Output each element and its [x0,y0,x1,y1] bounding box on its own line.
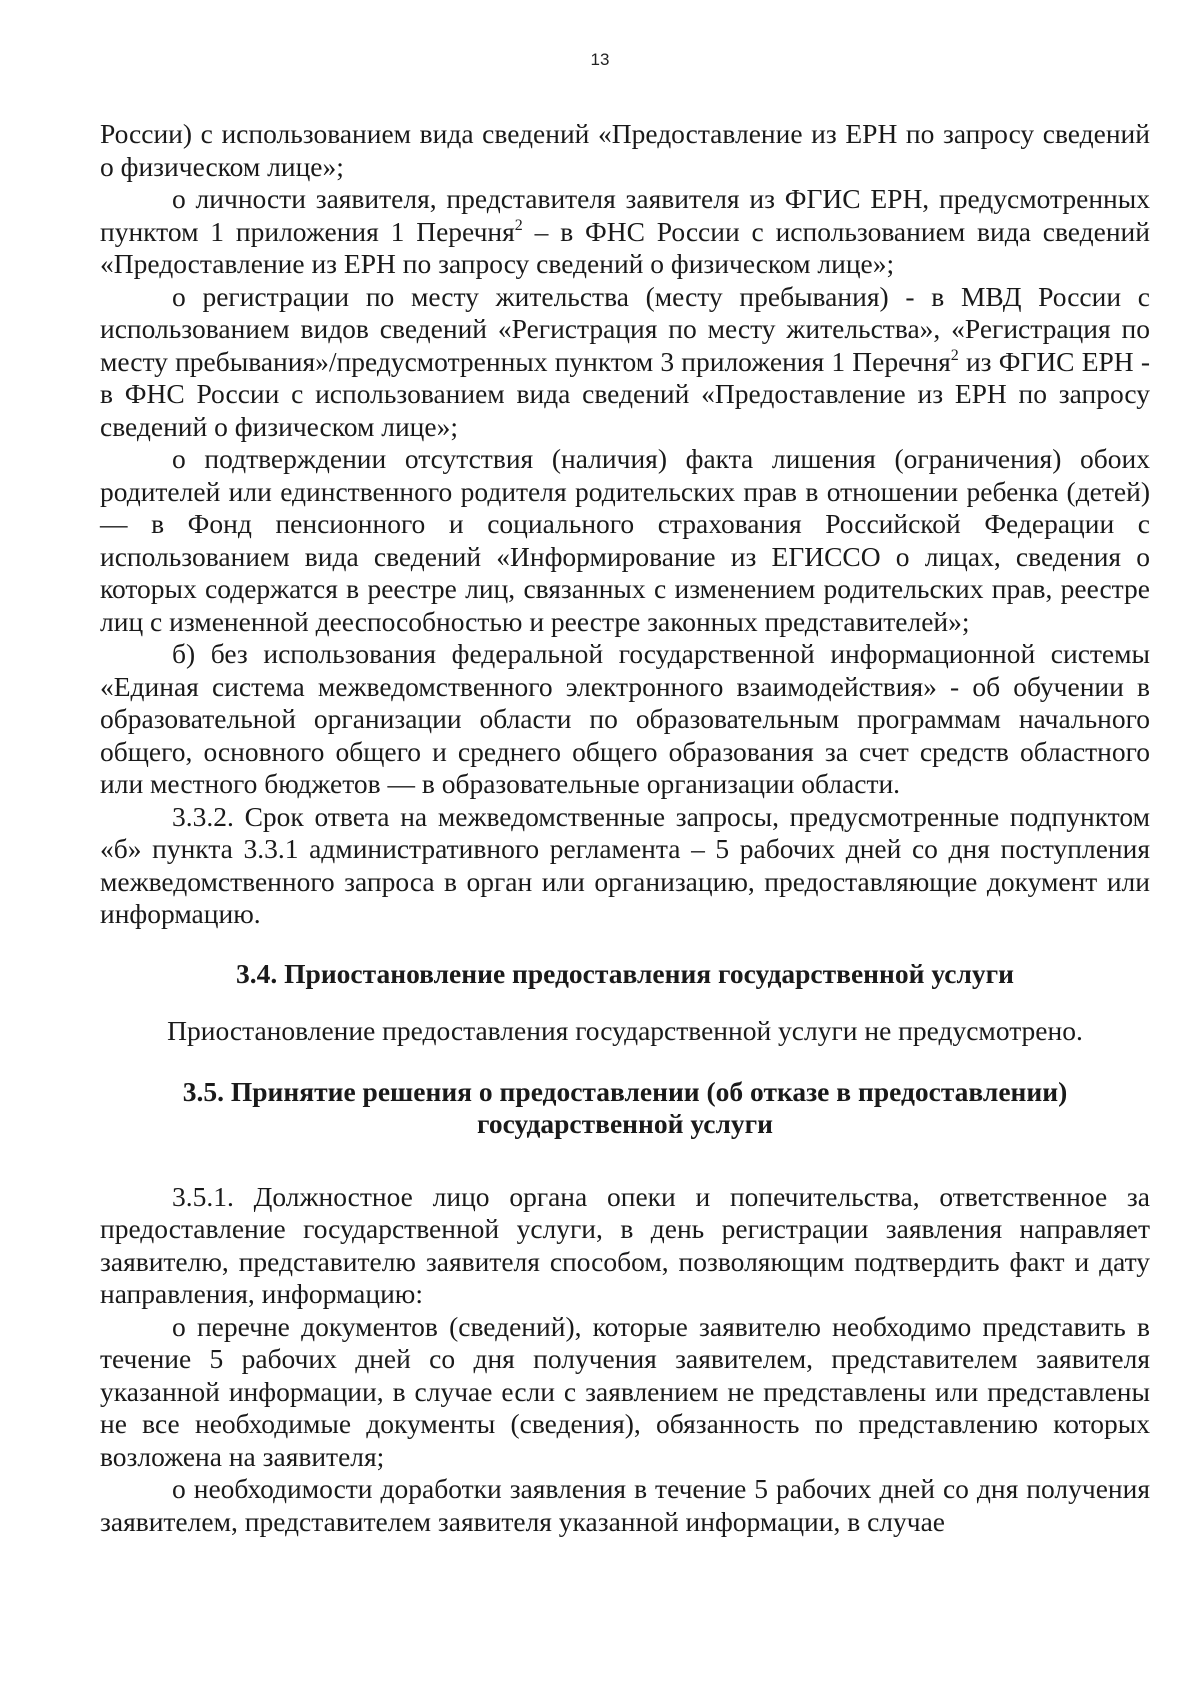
footnote-ref: 2 [514,216,523,234]
paragraph-registration-text-start: о регистрации по месту жительства (месту пребывания) - в МВД России с использованием видов сведений «Регистрация по месту жительства», «Регистрация по месту пребывания»/предусмотренных пунктом 3 приложения 1 Перечня [100,280,1150,377]
section-heading-3-4: 3.4. Приостановление предоставления государственной услуги [236,957,1014,989]
paragraph-registration-info [100,281,1150,444]
section-heading-3-5-line-2: государственной услуги [477,1108,773,1139]
paragraph-continuation: России) с использованием вида сведений «Предоставление из ЕРН по запросу сведений о физическом лице»; [100,118,1150,182]
paragraph-3-3-2: 3.3.2. Срок ответа на межведомственные запросы, предусмотренные подпунктом «б» пункта 3.3.1 административного регламента – 5 рабочих дней со дня поступления межведомственного запроса в орган или организацию, предоставляющие документ или информацию. [100,800,1150,929]
page-number: 13 [590,50,610,69]
paragraph-item-b: б) без использования федеральной государственной информационной системы «Единая система межведомственного электронного взаимодействия» - об обучении в образовательной организации области по образовательным программам начального общего, основного общего и среднего общего образования за счет средств областного или местного бюджетов — в образовательные организации области. [100,638,1150,799]
paragraph-identity-info [100,183,1150,281]
paragraph-parental-rights: о подтверждении отсутствия (наличия) факта лишения (ограничения) обоих родителей или единственного родителя родительских прав в отношении ребенка (детей) — в Фонд пенсионного и социального страхования Российской Федерации с использованием вида сведений «Информирование из ЕГИССО о лицах, сведения о которых содержатся в реестре лиц, связанных с изменением родительских прав, реестре лиц с измененной дееспособностью и реестре законных представителей»; [100,443,1150,637]
section-heading-3-5-line-1: 3.5. Принятие решения о предоставлении (об отказе в предоставлении) [182,1075,1068,1107]
paragraph-suspension: Приостановление предоставления государственной услуги не предусмотрено. [167,1015,1083,1046]
paragraph-registration-text-end: из ФГИС ЕРН - в ФНС России с использованием вида сведений «Предоставление из ЕРН по запросу сведений о физическом лице»; [100,345,1150,442]
paragraph-identity-text-end: – в ФНС России с использованием вида сведений «Предоставление из ЕРН по запросу сведений о физическом лице»; [100,215,1150,279]
paragraph-3-5-1: 3.5.1. Должностное лицо органа опеки и попечительства, ответственное за предоставление государственной услуги, в день регистрации заявления направляет заявителю, представителю заявителя способом, позволяющим подтвердить факт и дату направления, информацию: [100,1180,1150,1309]
paragraph-identity-text-start: о личности заявителя, представителя заявителя из ФГИС ЕРН, предусмотренных пунктом 1 приложения 1 Перечня [100,183,1150,247]
footnote-ref: 2 [950,346,959,364]
paragraph-documents-list: о перечне документов (сведений), которые заявителю необходимо представить в течение 5 рабочих дней со дня получения заявителем, представителем заявителя указанной информации, в случае если с заявлением не представлены или представлены не все необходимые документы (сведения), обязанность по представлению которых возложена на заявителя; [100,1310,1150,1472]
page-content [100,118,1150,1538]
paragraph-revision: о необходимости доработки заявления в течение 5 рабочих дней со дня получения заявителем, представителем заявителя указанной информации, в случае [100,1473,1150,1537]
